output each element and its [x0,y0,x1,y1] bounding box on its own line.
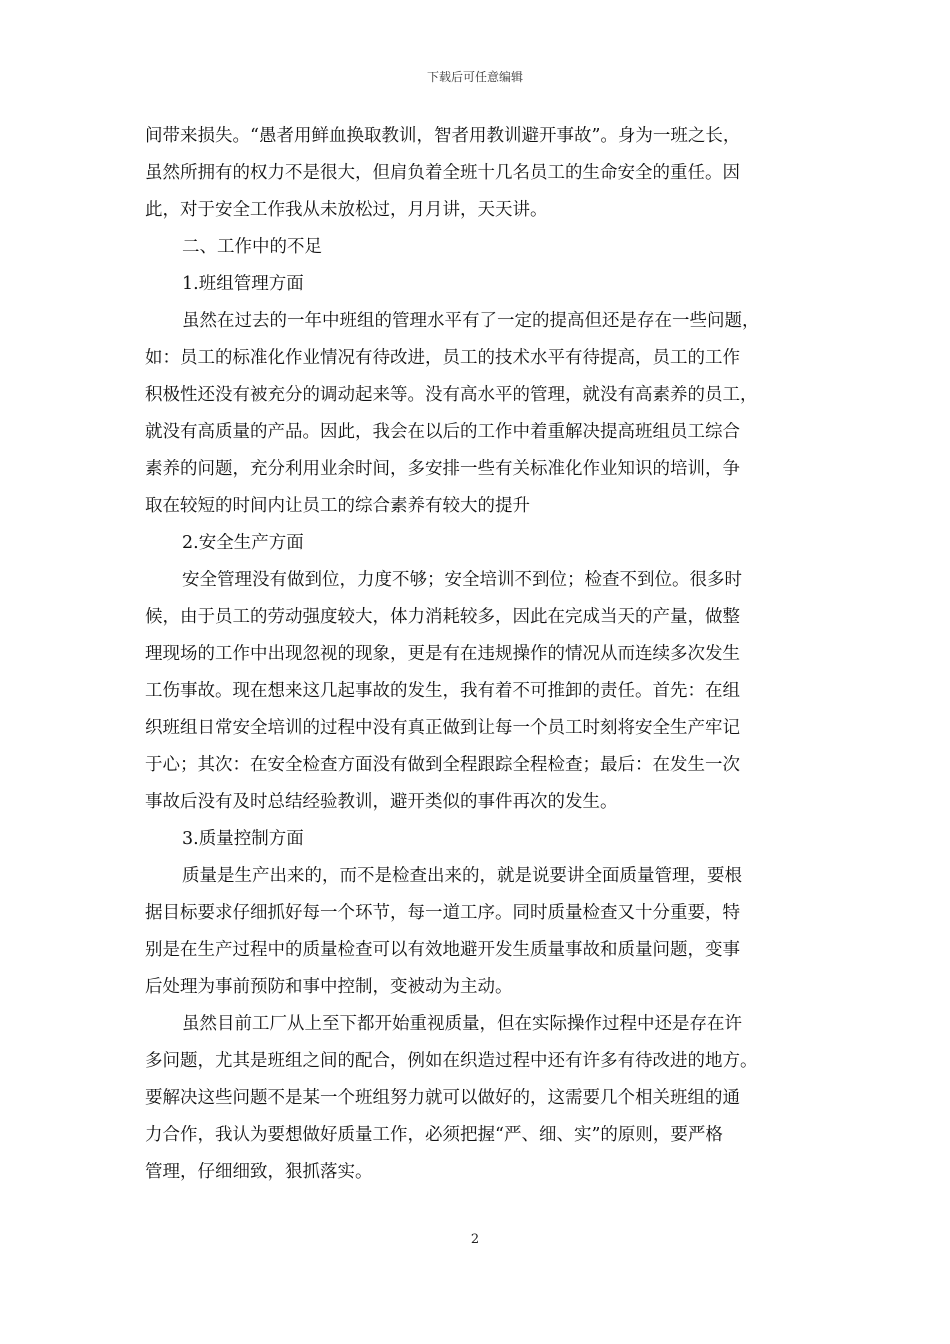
text-line: 2.安全生产方面 [182,533,304,553]
text-line: 后处理为事前预防和事中控制，变被动为主动。 [145,977,513,997]
text-line: 此，对于安全工作我从未放松过，月月讲，天天讲。 [145,200,548,220]
text-line: 候，由于员工的劳动强度较大，体力消耗较多，因此在完成当天的产量，做整 [145,607,740,627]
text-line: 理现场的工作中出现忽视的现象，更是有在违规操作的情况从而连续多次发生 [145,644,740,664]
text-line: 质量是生产出来的，而不是检查出来的，就是说要讲全面质量管理，要根 [182,866,742,886]
text-line: 虽然所拥有的权力不是很大，但肩负着全班十几名员工的生命安全的重任。因 [145,163,740,183]
text-line: 就没有高质量的产品。因此，我会在以后的工作中着重解决提高班组员工综合 [145,422,740,442]
text-line: 工伤事故。现在想来这几起事故的发生，我有着不可推卸的责任。首先：在组 [145,681,740,701]
text-line: 虽然目前工厂从上至下都开始重视质量，但在实际操作过程中还是存在许 [182,1014,742,1034]
text-line: 于心；其次：在安全检查方面没有做到全程跟踪全程检查；最后：在发生一次 [145,755,740,775]
text-line: 积极性还没有被充分的调动起来等。没有高水平的管理，就没有高素养的员工， [145,385,758,405]
text-line: 3.质量控制方面 [182,829,304,849]
text-line: 事故后没有及时总结经验教训，避开类似的事件再次的发生。 [145,792,618,812]
text-line: 多问题，尤其是班组之间的配合，例如在织造过程中还有许多有待改进的地方。 [145,1051,758,1071]
text-line: 1.班组管理方面 [182,274,304,294]
text-line: 间带来损失。“愚者用鲜血换取教训，智者用教训避开事故”。身为一班之长， [145,126,741,146]
text-line: 织班组日常安全培训的过程中没有真正做到让每一个员工时刻将安全生产牢记 [145,718,740,738]
page-header: 下载后可任意编辑 [426,70,523,84]
text-line: 取在较短的时间内让员工的综合素养有较大的提升 [145,496,530,516]
document-body [145,118,810,1191]
text-line: 安全管理没有做到位，力度不够；安全培训不到位；检查不到位。很多时 [182,570,742,590]
text-line: 虽然在过去的一年中班组的管理水平有了一定的提高但还是存在一些问题， [182,311,760,331]
page-number: 2 [470,1232,480,1247]
text-line: 别是在生产过程中的质量检查可以有效地避开发生质量事故和质量问题，变事 [145,940,740,960]
text-line: 要解决这些问题不是某一个班组努力就可以做好的，这需要几个相关班组的通 [145,1088,740,1108]
text-line: 管理，仔细细致，狠抓落实。 [145,1162,373,1182]
text-line: 素养的问题，充分利用业余时间，多安排一些有关标准化作业知识的培训，争 [145,459,740,479]
text-line: 力合作，我认为要想做好质量工作，必须把握“严、细、实”的原则，要严格 [145,1125,723,1145]
text-line: 二、工作中的不足 [182,237,322,257]
text-line: 据目标要求仔细抓好每一个环节，每一道工序。同时质量检查又十分重要，特 [145,903,740,923]
text-line: 如：员工的标准化作业情况有待改进，员工的技术水平有待提高，员工的工作 [145,348,740,368]
